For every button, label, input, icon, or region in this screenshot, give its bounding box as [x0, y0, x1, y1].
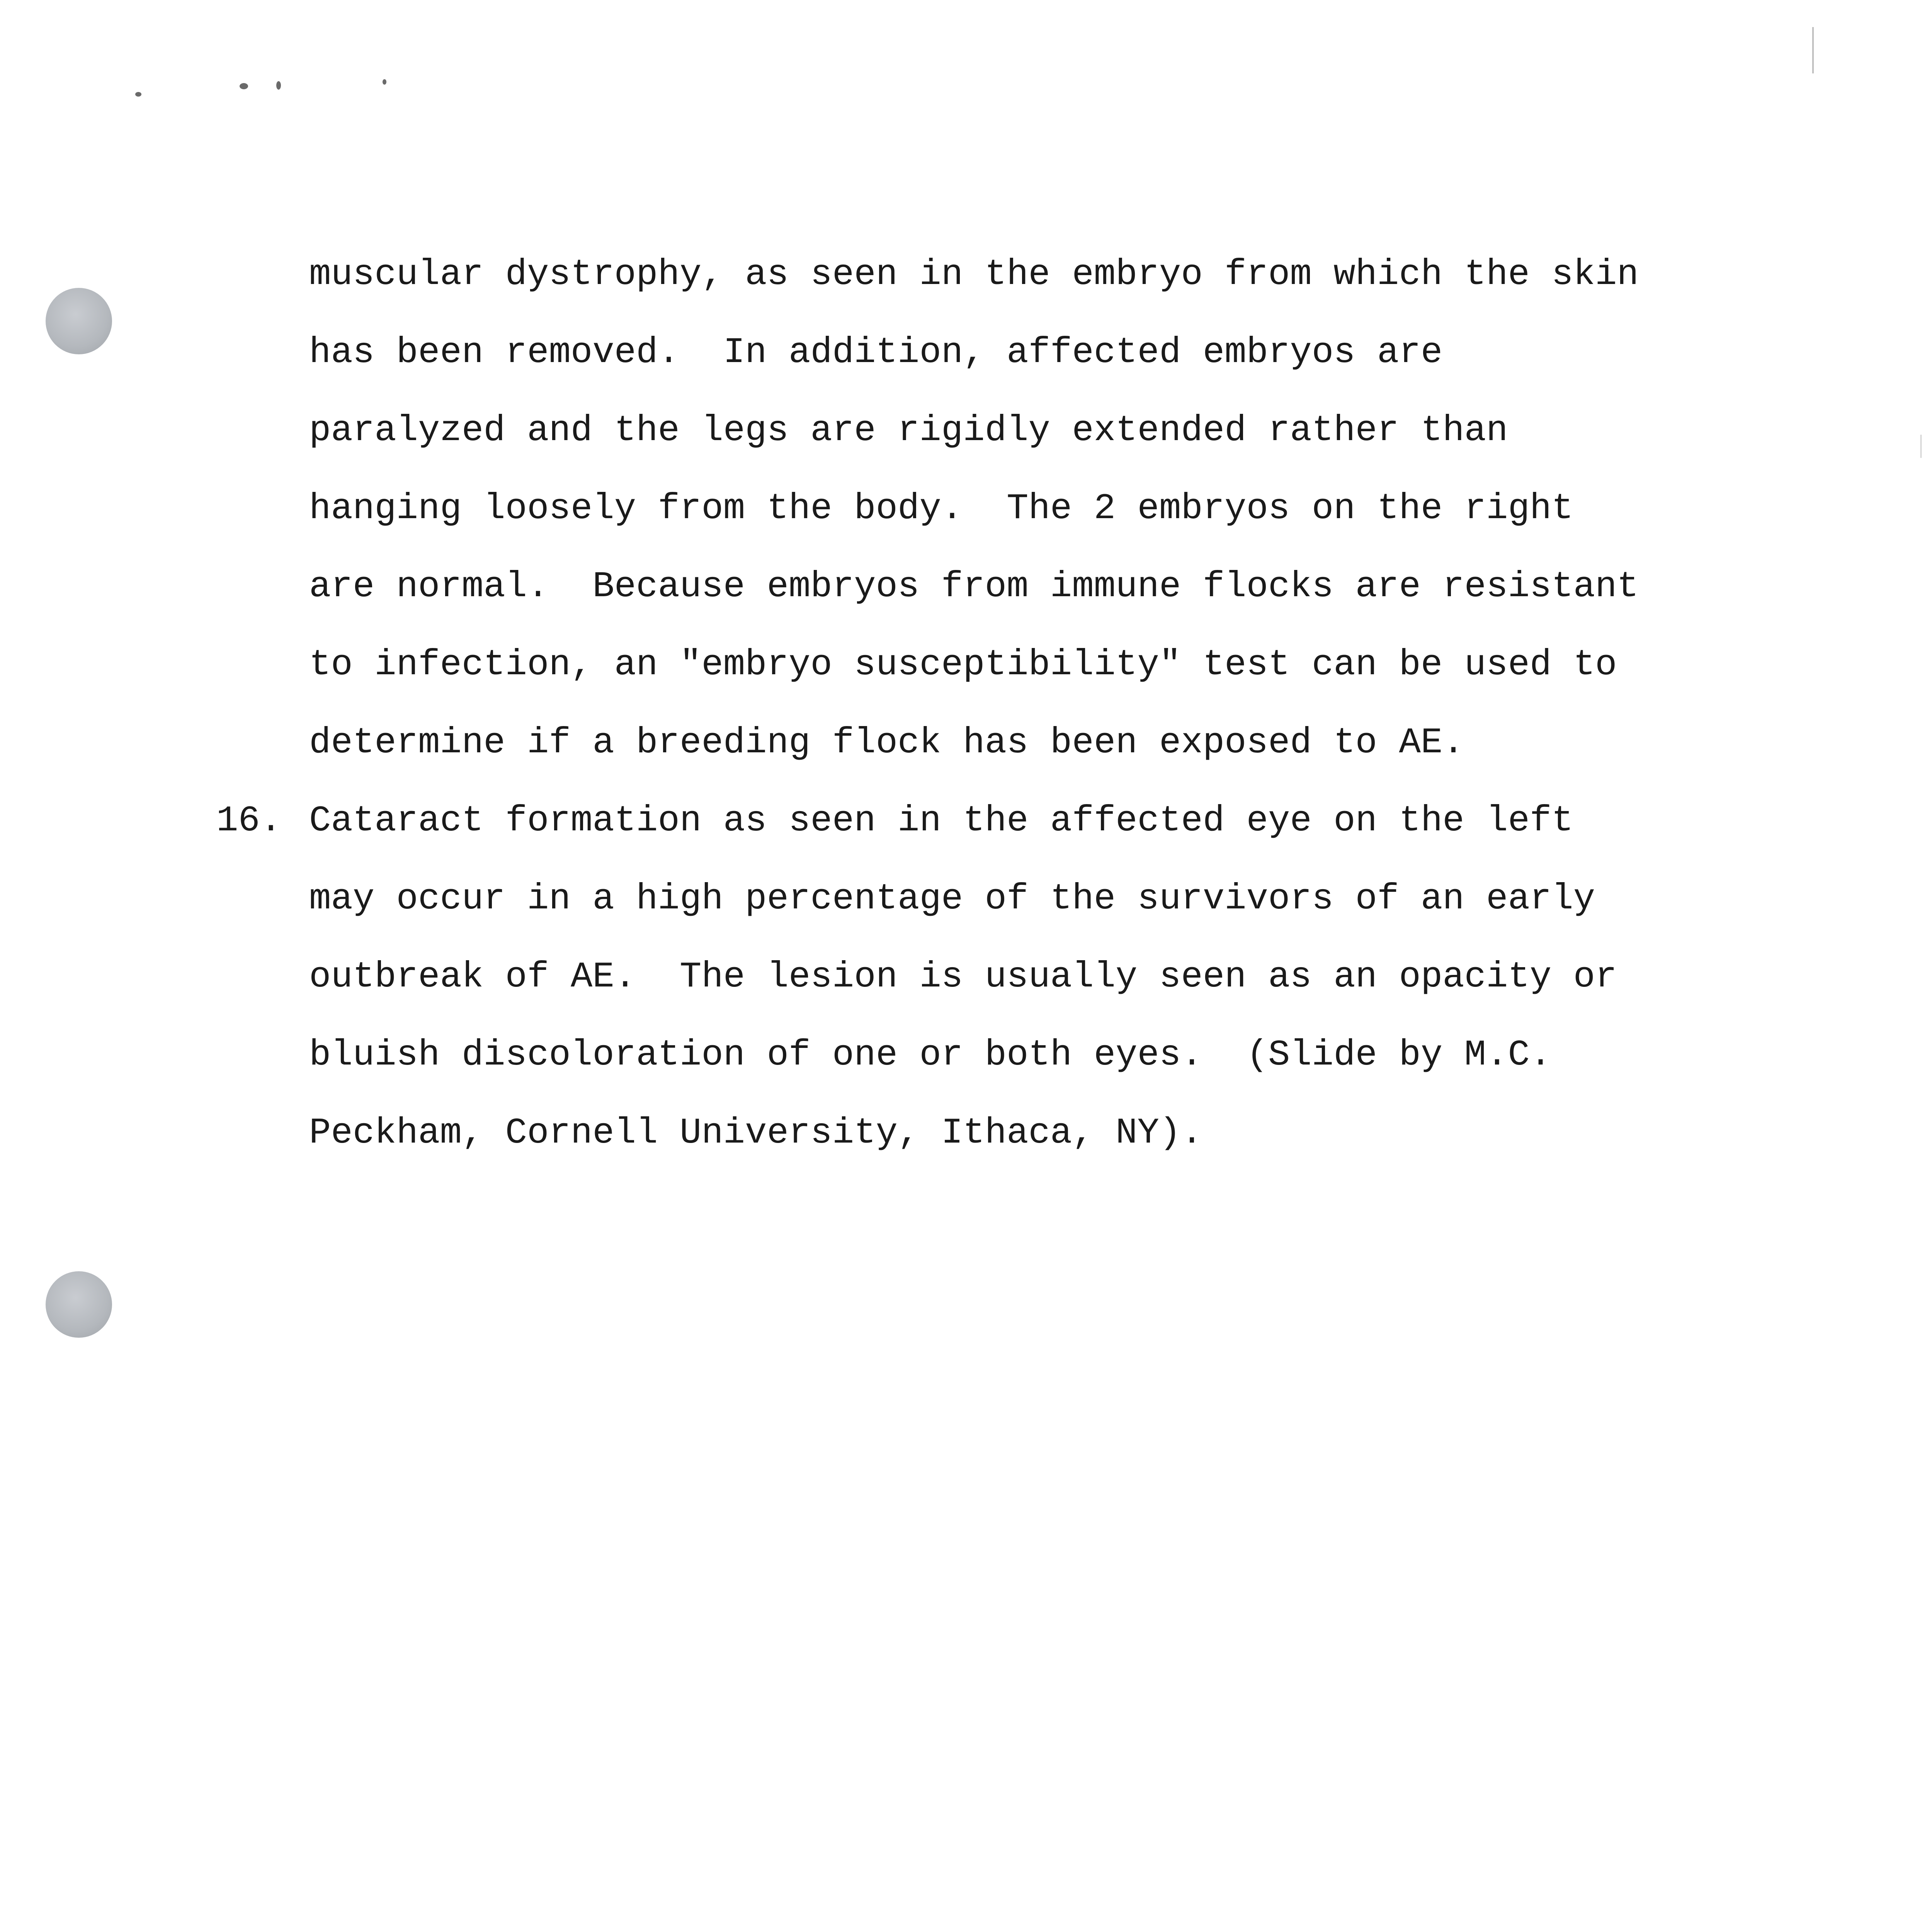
scan-speck [276, 81, 281, 90]
text-line: has been removed. In addition, affected embryos are [309, 332, 1443, 373]
text-line: bluish discoloration of one or both eyes. (Slide by M.C. [309, 1035, 1552, 1076]
text-line: Peckham, Cornell University, Ithaca, NY). [309, 1113, 1203, 1154]
text-line: to infection, an "embryo susceptibility" test can be used to [309, 645, 1617, 685]
scan-edge-mark [1920, 435, 1922, 458]
scan-speck [135, 92, 141, 97]
scan-speck [383, 79, 386, 85]
text-line: muscular dystrophy, as seen in the embryo from which the skin [309, 254, 1639, 295]
scan-speck [240, 83, 248, 89]
paragraph-continuation [309, 236, 1855, 782]
text-line: paralyzed and the legs are rigidly extended rather than [309, 410, 1508, 451]
numbered-item-16 [216, 782, 1855, 1172]
item-number: 16. [216, 801, 282, 842]
punch-hole [46, 288, 112, 354]
text-line: are normal. Because embryos from immune flocks are resistant [309, 566, 1639, 607]
text-line: Cataract formation as seen in the affected eye on the left [309, 801, 1573, 842]
punch-hole [46, 1271, 112, 1338]
text-line: may occur in a high percentage of the survivors of an early [309, 879, 1595, 920]
text-line: determine if a breeding flock has been exposed to AE. [309, 723, 1464, 764]
body-text [216, 236, 1855, 1172]
scan-edge-mark [1812, 27, 1814, 73]
text-line: outbreak of AE. The lesion is usually seen as an opacity or [309, 957, 1617, 998]
text-line: hanging loosely from the body. The 2 embryos on the right [309, 488, 1573, 529]
